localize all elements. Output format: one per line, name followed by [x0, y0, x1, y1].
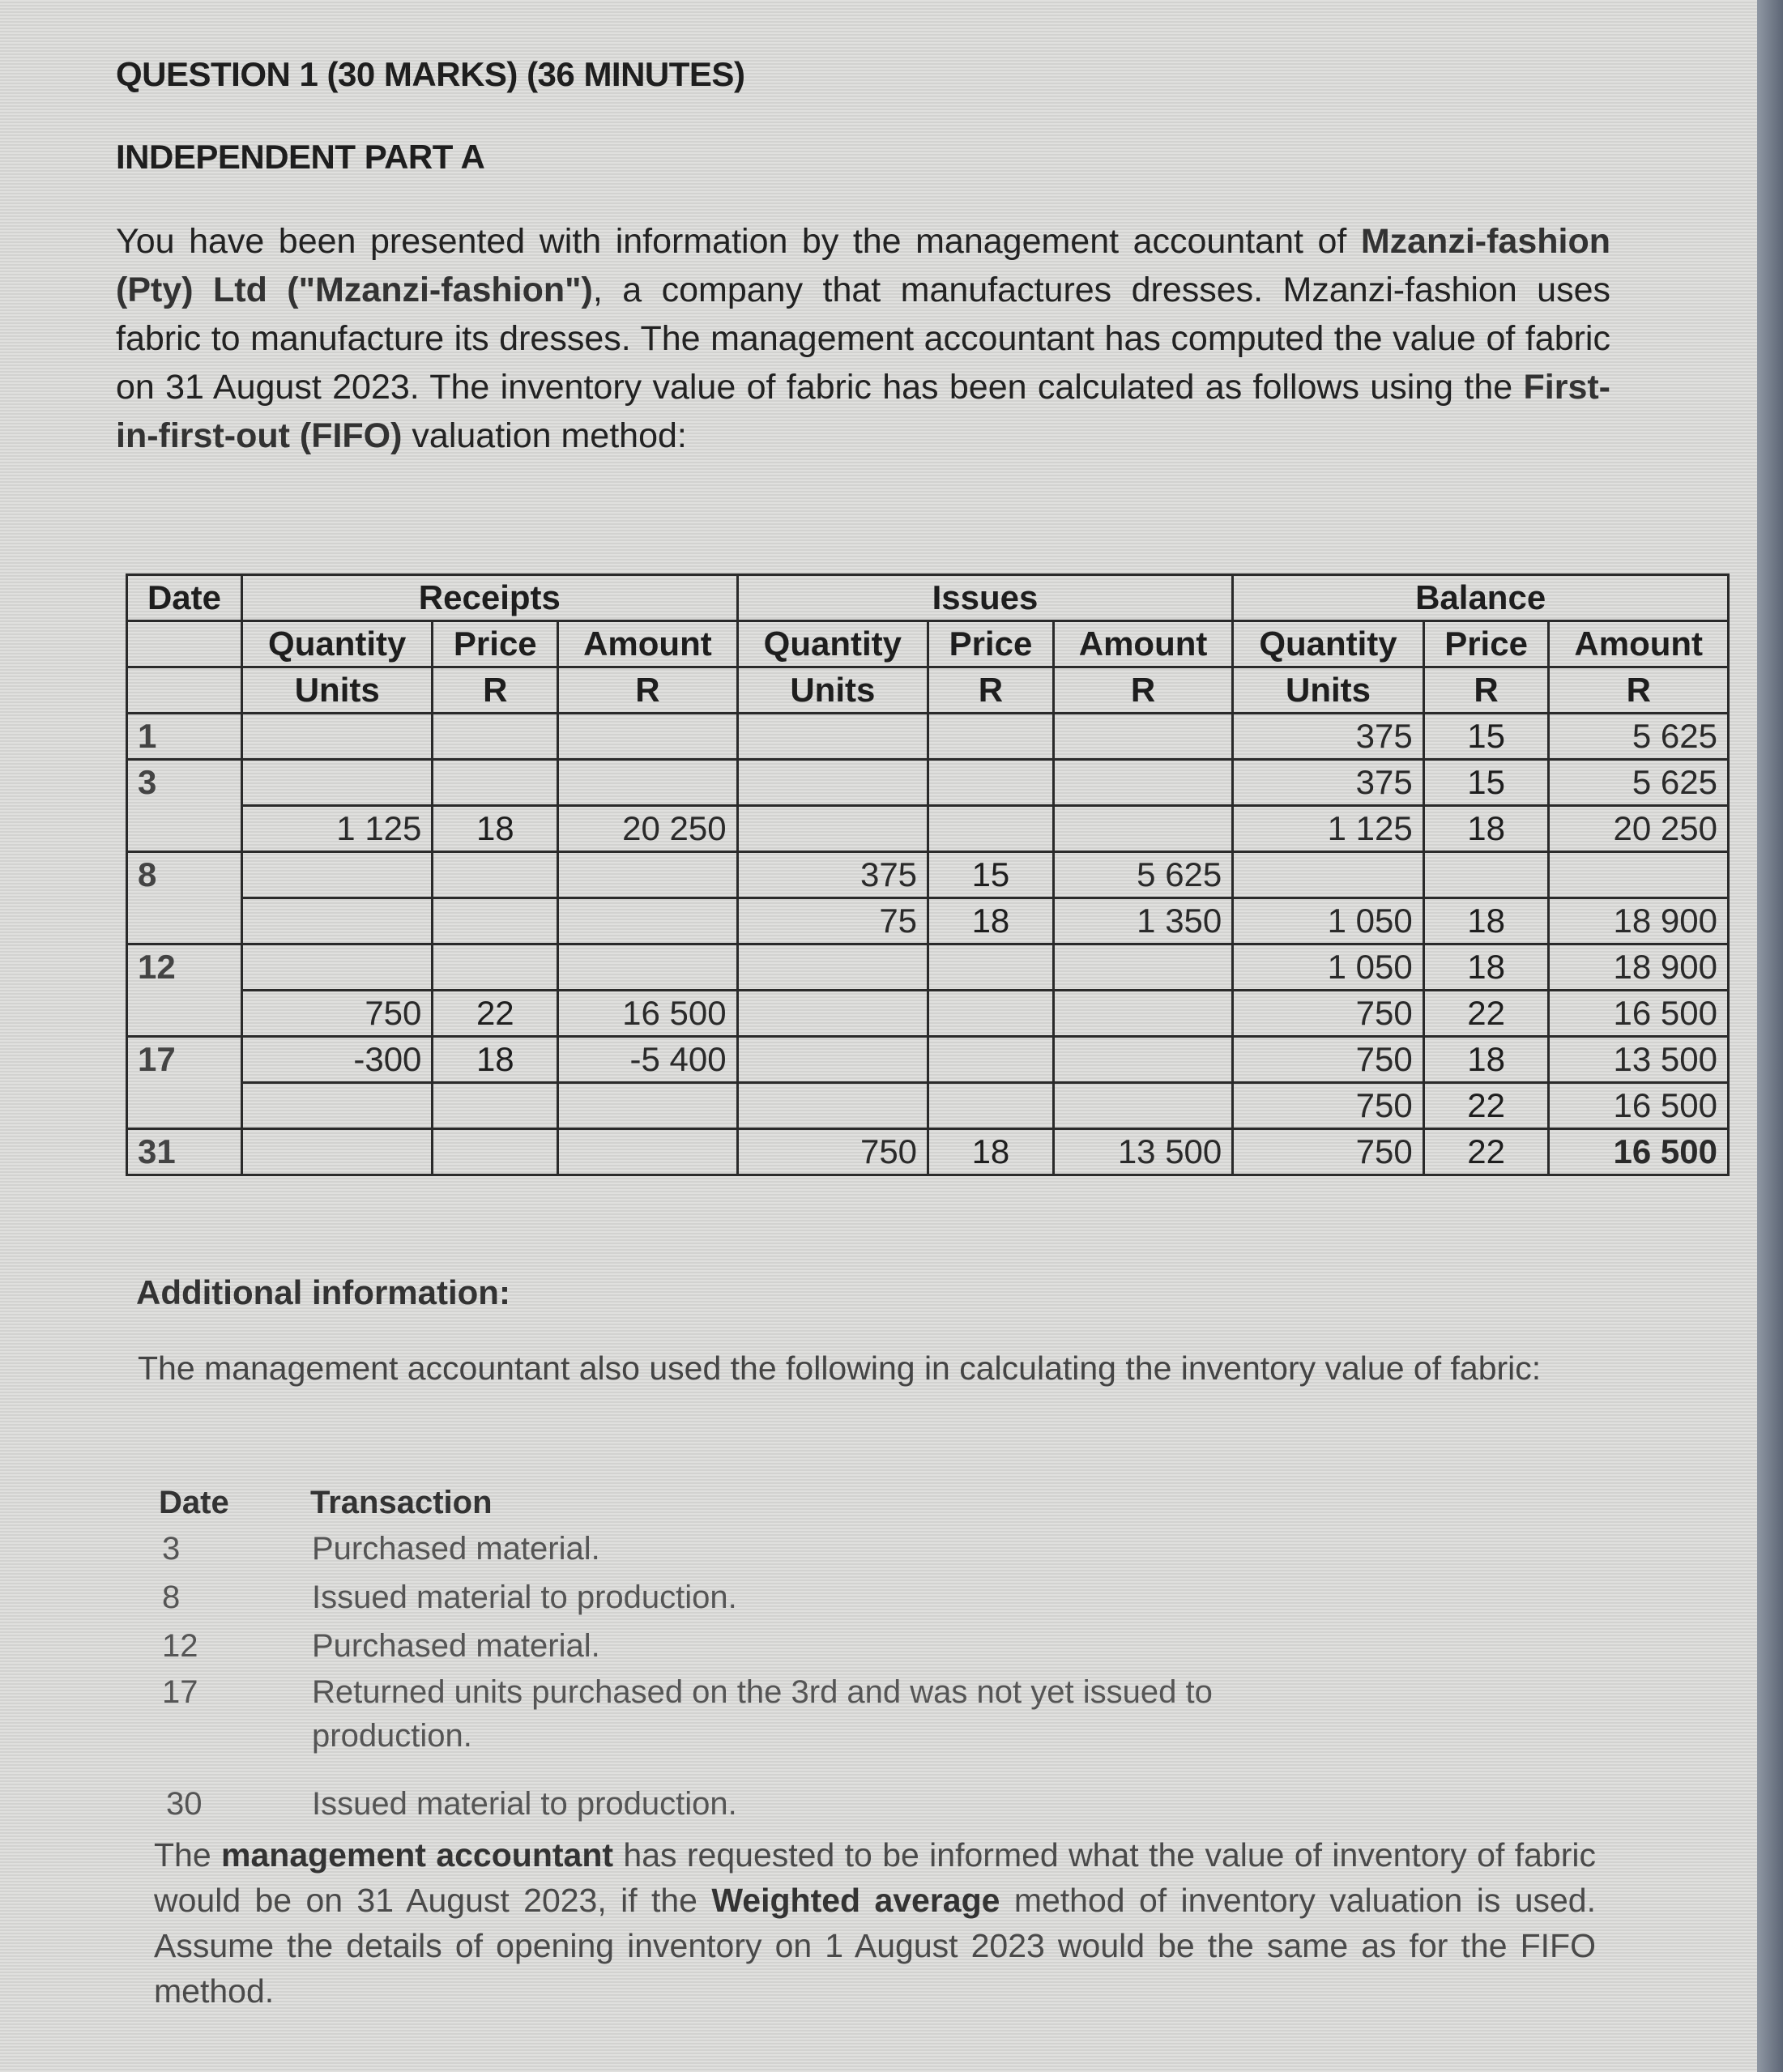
value-cell [558, 760, 737, 806]
value-cell: 5 625 [1549, 714, 1729, 760]
intro-text: valuation method: [402, 416, 687, 455]
final-text: method of inventory valuation is used. Assume the details of opening inventory on 1 August 2023 would be the same as for the FIFO method. [154, 1882, 1596, 2010]
value-cell: 16 500 [558, 991, 737, 1037]
header-row-sub_headers [127, 621, 1729, 667]
value-cell: 16 500 [1549, 1129, 1729, 1175]
value-cell: 22 [433, 991, 558, 1037]
header-row-groups [127, 575, 1729, 621]
value-cell: 1 050 [1233, 898, 1423, 944]
column-header: R [1549, 667, 1729, 714]
value-cell: -5 400 [558, 1037, 737, 1083]
value-cell: 22 [1423, 1129, 1549, 1175]
value-cell: 750 [737, 1129, 928, 1175]
date-header: Date [127, 575, 242, 621]
column-header: Amount [1053, 621, 1232, 667]
date-cell: 3 [127, 760, 242, 852]
date-cell: 17 [127, 1037, 242, 1129]
question-title: QUESTION 1 (30 MARKS) (36 MINUTES) [116, 55, 745, 93]
value-cell [737, 1083, 928, 1129]
value-cell: 375 [1233, 714, 1423, 760]
column-header: R [433, 667, 558, 714]
value-cell [1423, 852, 1549, 898]
transaction-date: 8 [162, 1580, 181, 1615]
table-row [127, 806, 1729, 852]
value-cell: 18 [1423, 1037, 1549, 1083]
intro-paragraph [116, 217, 1610, 460]
value-cell [242, 1083, 433, 1129]
fifo-inventory-table [126, 573, 1730, 1176]
value-cell: 1 350 [1053, 898, 1232, 944]
transaction-date: 17 [162, 1674, 198, 1710]
value-cell [242, 852, 433, 898]
value-cell: 18 [1423, 944, 1549, 991]
column-header: R [928, 667, 1054, 714]
column-header: Price [1423, 621, 1549, 667]
emphasis: management accountant [221, 1836, 614, 1874]
transaction-text: Issued material to production. [312, 1786, 737, 1822]
table-row [127, 944, 1729, 991]
transaction-header: Transaction [310, 1485, 493, 1520]
value-cell [1053, 944, 1232, 991]
value-cell [558, 852, 737, 898]
transaction-text: Returned units purchased on the 3rd and was not yet issued to production. [312, 1674, 1213, 1754]
part-title: INDEPENDENT PART A [116, 138, 485, 176]
value-cell [558, 944, 737, 991]
date-header-blank [127, 621, 242, 667]
transaction-date: 3 [162, 1531, 181, 1567]
group-header: Issues [737, 575, 1233, 621]
value-cell: 18 [433, 806, 558, 852]
value-cell: 22 [1423, 1083, 1549, 1129]
value-cell [1053, 1037, 1232, 1083]
value-cell [928, 806, 1054, 852]
value-cell [242, 1129, 433, 1175]
company-name: Mzanzi-fashion (Pty) Ltd ("Mzanzi-fashion") [116, 222, 1610, 309]
date-cell: 8 [127, 852, 242, 944]
value-cell: 18 [928, 898, 1054, 944]
table-row [127, 898, 1729, 944]
date-cell: 31 [127, 1129, 242, 1175]
transaction-date-header: Date [159, 1485, 229, 1520]
final-text: has requested to be informed what the value of inventory of fabric would be on 31 August 2023, if the [154, 1836, 1596, 1919]
value-cell: 18 [1423, 898, 1549, 944]
value-cell [1233, 852, 1423, 898]
intro-text: You have been presented with information by the management accountant of [116, 222, 1361, 261]
value-cell: 750 [1233, 1037, 1423, 1083]
value-cell [433, 760, 558, 806]
value-cell [1053, 714, 1232, 760]
value-cell [433, 1083, 558, 1129]
value-cell [737, 944, 928, 991]
column-header: Amount [558, 621, 737, 667]
table-row [127, 1083, 1729, 1129]
column-header: Quantity [242, 621, 433, 667]
value-cell: 750 [1233, 1083, 1423, 1129]
value-cell: 16 500 [1549, 1083, 1729, 1129]
value-cell: 375 [1233, 760, 1423, 806]
column-header: R [558, 667, 737, 714]
value-cell: 1 125 [242, 806, 433, 852]
method-name: First-in-first-out (FIFO) [116, 368, 1610, 455]
value-cell [433, 852, 558, 898]
value-cell [928, 760, 1054, 806]
header-row-units [127, 667, 1729, 714]
group-header: Receipts [242, 575, 738, 621]
date-header-blank [127, 667, 242, 714]
value-cell: 18 900 [1549, 898, 1729, 944]
value-cell [242, 760, 433, 806]
value-cell [928, 944, 1054, 991]
table-row [127, 991, 1729, 1037]
emphasis: Weighted average [711, 1882, 1000, 1919]
value-cell [928, 991, 1054, 1037]
value-cell: 18 [433, 1037, 558, 1083]
value-cell: 750 [1233, 991, 1423, 1037]
additional-info-title: Additional information: [136, 1273, 510, 1311]
value-cell: -300 [242, 1037, 433, 1083]
value-cell [737, 714, 928, 760]
value-cell [928, 714, 1054, 760]
value-cell [433, 898, 558, 944]
value-cell [928, 1083, 1054, 1129]
value-cell [242, 714, 433, 760]
table-row [127, 852, 1729, 898]
transaction-text: Purchased material. [312, 1628, 600, 1664]
value-cell: 16 500 [1549, 991, 1729, 1037]
value-cell [737, 806, 928, 852]
table-row [127, 1037, 1729, 1083]
value-cell [558, 1129, 737, 1175]
additional-info-paragraph: The management accountant also used the following in calculating the inventory value of fabric: [138, 1349, 1542, 1387]
column-header: Price [928, 621, 1054, 667]
value-cell: 5 625 [1053, 852, 1232, 898]
value-cell: 5 625 [1549, 760, 1729, 806]
transaction-text: Purchased material. [312, 1531, 600, 1567]
value-cell: 1 050 [1233, 944, 1423, 991]
date-cell: 1 [127, 714, 242, 760]
value-cell: 1 125 [1233, 806, 1423, 852]
value-cell [242, 898, 433, 944]
column-header: Units [737, 667, 928, 714]
value-cell: 22 [1423, 991, 1549, 1037]
value-cell [1053, 991, 1232, 1037]
value-cell: 15 [1423, 714, 1549, 760]
screen-edge [1757, 0, 1783, 2072]
column-header: Price [433, 621, 558, 667]
value-cell [928, 1037, 1054, 1083]
intro-text: , a company that manufactures dresses. Mzanzi-fashion uses fabric to manufacture its dresses. The management accountant has computed the value of fabric on 31 August 2023. The inventory value of fabric has been calculated as follows using the [116, 271, 1611, 407]
table-row [127, 760, 1729, 806]
value-cell [433, 1129, 558, 1175]
date-cell: 12 [127, 944, 242, 1037]
value-cell: 18 [928, 1129, 1054, 1175]
value-cell: 13 500 [1549, 1037, 1729, 1083]
value-cell [1053, 760, 1232, 806]
final-text: The [154, 1836, 222, 1874]
column-header: Quantity [1233, 621, 1423, 667]
requirement-paragraph [154, 1832, 1596, 2014]
value-cell [1549, 852, 1729, 898]
value-cell: 15 [1423, 760, 1549, 806]
value-cell: 750 [1233, 1129, 1423, 1175]
value-cell: 18 900 [1549, 944, 1729, 991]
value-cell: 750 [242, 991, 433, 1037]
group-header: Balance [1233, 575, 1729, 621]
value-cell [737, 1037, 928, 1083]
column-header: Quantity [737, 621, 928, 667]
transaction-text: Issued material to production. [312, 1580, 737, 1615]
value-cell [242, 944, 433, 991]
value-cell: 20 250 [558, 806, 737, 852]
value-cell: 13 500 [1053, 1129, 1232, 1175]
value-cell [1053, 1083, 1232, 1129]
value-cell [558, 714, 737, 760]
column-header: R [1423, 667, 1549, 714]
transaction-date: 12 [162, 1628, 198, 1664]
column-header: Amount [1549, 621, 1729, 667]
value-cell [737, 760, 928, 806]
value-cell: 75 [737, 898, 928, 944]
value-cell [433, 944, 558, 991]
value-cell [1053, 806, 1232, 852]
column-header: Units [1233, 667, 1423, 714]
value-cell [558, 898, 737, 944]
value-cell: 15 [928, 852, 1054, 898]
value-cell: 20 250 [1549, 806, 1729, 852]
value-cell [737, 991, 928, 1037]
value-cell [433, 714, 558, 760]
transaction-date: 30 [166, 1786, 203, 1822]
table-row [127, 714, 1729, 760]
column-header: Units [242, 667, 433, 714]
value-cell: 375 [737, 852, 928, 898]
table-row [127, 1129, 1729, 1175]
value-cell: 18 [1423, 806, 1549, 852]
value-cell [558, 1083, 737, 1129]
column-header: R [1053, 667, 1232, 714]
